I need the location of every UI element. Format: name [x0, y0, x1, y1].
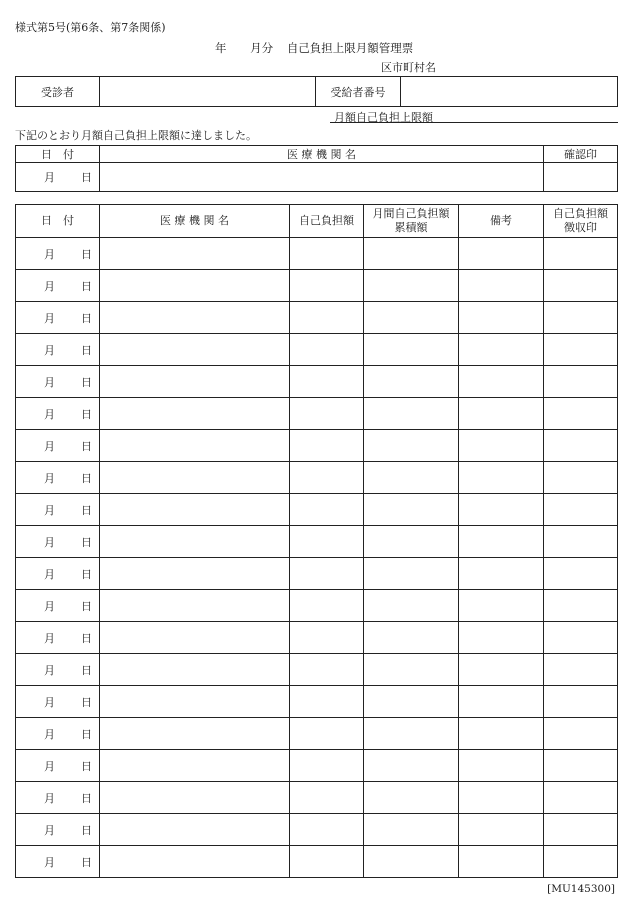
ledger-copay-cell[interactable] [290, 526, 364, 558]
day-text: 日 [81, 471, 92, 485]
ledger-row [16, 238, 618, 270]
ledger-copay-cell[interactable] [290, 334, 364, 366]
day-text: 日 [81, 171, 92, 184]
patient-name-field[interactable] [100, 77, 316, 107]
ledger-row [16, 718, 618, 750]
month-text: 月 [44, 343, 55, 357]
ledger-copay-cell[interactable] [290, 270, 364, 302]
ledger-remarks-cell[interactable] [459, 494, 544, 526]
ledger-stamp-cell[interactable] [544, 750, 618, 782]
form-code: [MU145300] [547, 883, 615, 895]
ledger-date-cell[interactable] [16, 654, 100, 686]
ledger-institution-cell[interactable] [100, 750, 290, 782]
ledger-institution-cell[interactable] [100, 654, 290, 686]
month-text: 月 [44, 823, 55, 837]
reach-date-header: 日 付 [16, 146, 100, 163]
ledger-institution-header: 医 療 機 関 名 [100, 205, 290, 238]
ledger-institution-cell[interactable] [100, 526, 290, 558]
ledger-cumulative-cell[interactable] [364, 558, 459, 590]
ledger-copay-cell[interactable] [290, 846, 364, 878]
ledger-date-cell[interactable] [16, 334, 100, 366]
ledger-row [16, 462, 618, 494]
day-text: 日 [81, 663, 92, 677]
ledger-cumulative-cell[interactable] [364, 718, 459, 750]
day-text: 日 [81, 279, 92, 293]
month-text: 月 [44, 279, 55, 293]
ledger-remarks-cell[interactable] [459, 686, 544, 718]
ledger-row [16, 814, 618, 846]
ledger-row [16, 782, 618, 814]
ledger-row [16, 654, 618, 686]
month-text: 月 [44, 503, 55, 517]
ledger-date-cell[interactable] [16, 686, 100, 718]
ledger-date-cell[interactable] [16, 622, 100, 654]
month-text: 月 [44, 535, 55, 549]
ledger-date-cell[interactable] [16, 238, 100, 270]
ledger-stamp-cell[interactable] [544, 526, 618, 558]
monthly-limit-underline [330, 122, 618, 123]
ledger-remarks-cell[interactable] [459, 366, 544, 398]
month-text: 月 [44, 567, 55, 581]
month-text: 月 [44, 439, 55, 453]
ledger-cumulative-cell[interactable] [364, 782, 459, 814]
ledger-row [16, 430, 618, 462]
day-text: 日 [81, 599, 92, 613]
ledger-stamp-cell[interactable] [544, 430, 618, 462]
ledger-cumulative-cell[interactable] [364, 686, 459, 718]
reach-stamp-header: 確認印 [544, 146, 618, 163]
ledger-institution-cell[interactable] [100, 398, 290, 430]
month-text: 月 [44, 311, 55, 325]
ledger-stamp-cell[interactable] [544, 718, 618, 750]
ledger-row [16, 846, 618, 878]
ledger-stamp-cell[interactable] [544, 686, 618, 718]
monthly-limit-label: 月額自己負担上限額 [334, 111, 433, 124]
day-text: 日 [81, 855, 92, 869]
form-title-row [215, 40, 413, 56]
ledger-copay-cell[interactable] [290, 654, 364, 686]
ledger-row [16, 366, 618, 398]
municipality-label: 区市町村名 [381, 61, 436, 74]
month-text: 月 [44, 695, 55, 709]
ledger-remarks-cell[interactable] [459, 750, 544, 782]
ledger-cumulative-cell[interactable] [364, 366, 459, 398]
year-label: 年 [215, 41, 227, 55]
ledger-copay-cell[interactable] [290, 814, 364, 846]
month-text: 月 [44, 471, 55, 485]
reach-stamp-cell[interactable] [544, 163, 618, 192]
ledger-remarks-cell[interactable] [459, 654, 544, 686]
ledger-cumulative-cell[interactable] [364, 270, 459, 302]
ledger-date-header: 日 付 [16, 205, 100, 238]
patient-info-table [15, 76, 618, 107]
ledger-date-cell[interactable] [16, 814, 100, 846]
ledger-row [16, 590, 618, 622]
day-text: 日 [81, 695, 92, 709]
reach-date-cell[interactable] [16, 163, 100, 192]
ledger-institution-cell[interactable] [100, 558, 290, 590]
ledger-copay-cell[interactable] [290, 558, 364, 590]
month-text: 月 [44, 663, 55, 677]
month-text: 月 [44, 855, 55, 869]
ledger-row [16, 398, 618, 430]
ledger-remarks-cell[interactable] [459, 718, 544, 750]
ledger-stamp-cell[interactable] [544, 814, 618, 846]
ledger-cumulative-cell[interactable] [364, 430, 459, 462]
ledger-row [16, 302, 618, 334]
ledger-cumulative-cell[interactable] [364, 654, 459, 686]
month-text: 月 [44, 727, 55, 741]
day-text: 日 [81, 567, 92, 581]
day-text: 日 [81, 407, 92, 421]
ledger-row [16, 494, 618, 526]
month-text: 月 [44, 171, 55, 184]
ledger-cumulative-cell[interactable] [364, 526, 459, 558]
ledger-remarks-cell[interactable] [459, 590, 544, 622]
ledger-institution-cell[interactable] [100, 494, 290, 526]
ledger-stamp-cell[interactable] [544, 270, 618, 302]
day-text: 日 [81, 311, 92, 325]
ledger-date-cell[interactable] [16, 750, 100, 782]
ledger-remarks-cell[interactable] [459, 270, 544, 302]
day-text: 日 [81, 535, 92, 549]
ledger-date-cell[interactable] [16, 782, 100, 814]
ledger-institution-cell[interactable] [100, 814, 290, 846]
ledger-cumulative-cell[interactable] [364, 814, 459, 846]
reach-institution-cell[interactable] [100, 163, 544, 192]
month-label: 月分 [250, 41, 274, 55]
ledger-date-cell[interactable] [16, 398, 100, 430]
ledger-remarks-cell[interactable] [459, 622, 544, 654]
ledger-stamp-cell[interactable] [544, 302, 618, 334]
ledger-institution-cell[interactable] [100, 366, 290, 398]
recipient-number-field[interactable] [401, 77, 618, 107]
ledger-stamp-cell[interactable] [544, 494, 618, 526]
month-text: 月 [44, 375, 55, 389]
ledger-remarks-cell[interactable] [459, 462, 544, 494]
ledger-institution-cell[interactable] [100, 622, 290, 654]
ledger-remarks-cell[interactable] [459, 302, 544, 334]
month-text: 月 [44, 791, 55, 805]
ledger-date-cell[interactable] [16, 526, 100, 558]
ledger-date-cell[interactable] [16, 430, 100, 462]
ledger-stamp-cell[interactable] [544, 238, 618, 270]
day-text: 日 [81, 503, 92, 517]
ledger-date-cell[interactable] [16, 846, 100, 878]
ledger-copay-cell[interactable] [290, 622, 364, 654]
ledger-remarks-cell[interactable] [459, 430, 544, 462]
ledger-row [16, 270, 618, 302]
ledger-stamp-cell[interactable] [544, 622, 618, 654]
day-text: 日 [81, 823, 92, 837]
month-text: 月 [44, 407, 55, 421]
limit-reached-notice: 下記のとおり月額自己負担上限額に達しました。 [15, 129, 257, 142]
copay-ledger-table [15, 204, 618, 878]
ledger-copay-cell[interactable] [290, 750, 364, 782]
ledger-row [16, 750, 618, 782]
ledger-institution-cell[interactable] [100, 718, 290, 750]
ledger-stamp-cell[interactable] [544, 782, 618, 814]
ledger-copay-cell[interactable] [290, 238, 364, 270]
ledger-remarks-cell[interactable] [459, 398, 544, 430]
ledger-institution-cell[interactable] [100, 270, 290, 302]
ledger-date-cell[interactable] [16, 718, 100, 750]
ledger-stamp-cell[interactable] [544, 558, 618, 590]
ledger-row [16, 686, 618, 718]
ledger-institution-cell[interactable] [100, 462, 290, 494]
ledger-remarks-cell[interactable] [459, 782, 544, 814]
ledger-remarks-cell[interactable] [459, 526, 544, 558]
ledger-institution-cell[interactable] [100, 686, 290, 718]
ledger-copay-cell[interactable] [290, 782, 364, 814]
day-text: 日 [81, 247, 92, 261]
ledger-date-cell[interactable] [16, 494, 100, 526]
ledger-stamp-cell[interactable] [544, 654, 618, 686]
ledger-copay-header: 自己負担額 [290, 205, 364, 238]
ledger-row [16, 558, 618, 590]
ledger-date-cell[interactable] [16, 302, 100, 334]
ledger-copay-cell[interactable] [290, 686, 364, 718]
ledger-institution-cell[interactable] [100, 590, 290, 622]
ledger-institution-cell[interactable] [100, 302, 290, 334]
ledger-stamp-cell[interactable] [544, 590, 618, 622]
ledger-remarks-cell[interactable] [459, 814, 544, 846]
ledger-remarks-cell[interactable] [459, 846, 544, 878]
ledger-stamp-cell[interactable] [544, 398, 618, 430]
month-text: 月 [44, 599, 55, 613]
ledger-cumulative-cell[interactable] [364, 590, 459, 622]
ledger-remarks-header: 備考 [459, 205, 544, 238]
ledger-date-cell[interactable] [16, 366, 100, 398]
ledger-copay-cell[interactable] [290, 494, 364, 526]
day-text: 日 [81, 343, 92, 357]
ledger-row [16, 622, 618, 654]
ledger-copay-cell[interactable] [290, 718, 364, 750]
ledger-institution-cell[interactable] [100, 334, 290, 366]
ledger-stamp-cell[interactable] [544, 462, 618, 494]
ledger-copay-cell[interactable] [290, 462, 364, 494]
ledger-stamp-cell[interactable] [544, 366, 618, 398]
ledger-cumulative-cell[interactable] [364, 846, 459, 878]
recipient-number-label: 受給者番号 [316, 77, 401, 107]
form-title: 自己負担上限月額管理票 [286, 41, 414, 55]
ledger-stamp-cell[interactable] [544, 334, 618, 366]
ledger-institution-cell[interactable] [100, 430, 290, 462]
ledger-remarks-cell[interactable] [459, 558, 544, 590]
ledger-date-cell[interactable] [16, 590, 100, 622]
ledger-copay-cell[interactable] [290, 590, 364, 622]
ledger-date-cell[interactable] [16, 462, 100, 494]
day-text: 日 [81, 375, 92, 389]
ledger-copay-cell[interactable] [290, 398, 364, 430]
ledger-cumulative-cell[interactable] [364, 302, 459, 334]
month-text: 月 [44, 631, 55, 645]
day-text: 日 [81, 727, 92, 741]
ledger-stamp-cell[interactable] [544, 846, 618, 878]
day-text: 日 [81, 791, 92, 805]
ledger-remarks-cell[interactable] [459, 238, 544, 270]
ledger-cumulative-cell[interactable] [364, 462, 459, 494]
limit-reached-table [15, 145, 618, 192]
ledger-row [16, 334, 618, 366]
month-text: 月 [44, 247, 55, 261]
ledger-copay-cell[interactable] [290, 430, 364, 462]
ledger-date-cell[interactable] [16, 558, 100, 590]
ledger-cumulative-cell[interactable] [364, 398, 459, 430]
ledger-cumulative-cell[interactable] [364, 238, 459, 270]
day-text: 日 [81, 439, 92, 453]
ledger-cumulative-cell[interactable] [364, 334, 459, 366]
ledger-institution-cell[interactable] [100, 238, 290, 270]
ledger-cumulative-cell[interactable] [364, 622, 459, 654]
ledger-stamp-header: 自己負担額 徴収印 [544, 205, 618, 238]
ledger-row [16, 526, 618, 558]
ledger-cumulative-header: 月間自己負担額 累積額 [364, 205, 459, 238]
day-text: 日 [81, 631, 92, 645]
month-text: 月 [44, 759, 55, 773]
ledger-date-cell[interactable] [16, 270, 100, 302]
ledger-cumulative-cell[interactable] [364, 750, 459, 782]
patient-label: 受診者 [16, 77, 100, 107]
ledger-institution-cell[interactable] [100, 846, 290, 878]
ledger-remarks-cell[interactable] [459, 334, 544, 366]
ledger-copay-cell[interactable] [290, 366, 364, 398]
ledger-cumulative-cell[interactable] [364, 494, 459, 526]
ledger-institution-cell[interactable] [100, 782, 290, 814]
ledger-copay-cell[interactable] [290, 302, 364, 334]
form-number: 様式第5号(第6条、第7条関係) [15, 21, 166, 34]
reach-institution-header: 医 療 機 関 名 [100, 146, 544, 163]
day-text: 日 [81, 759, 92, 773]
